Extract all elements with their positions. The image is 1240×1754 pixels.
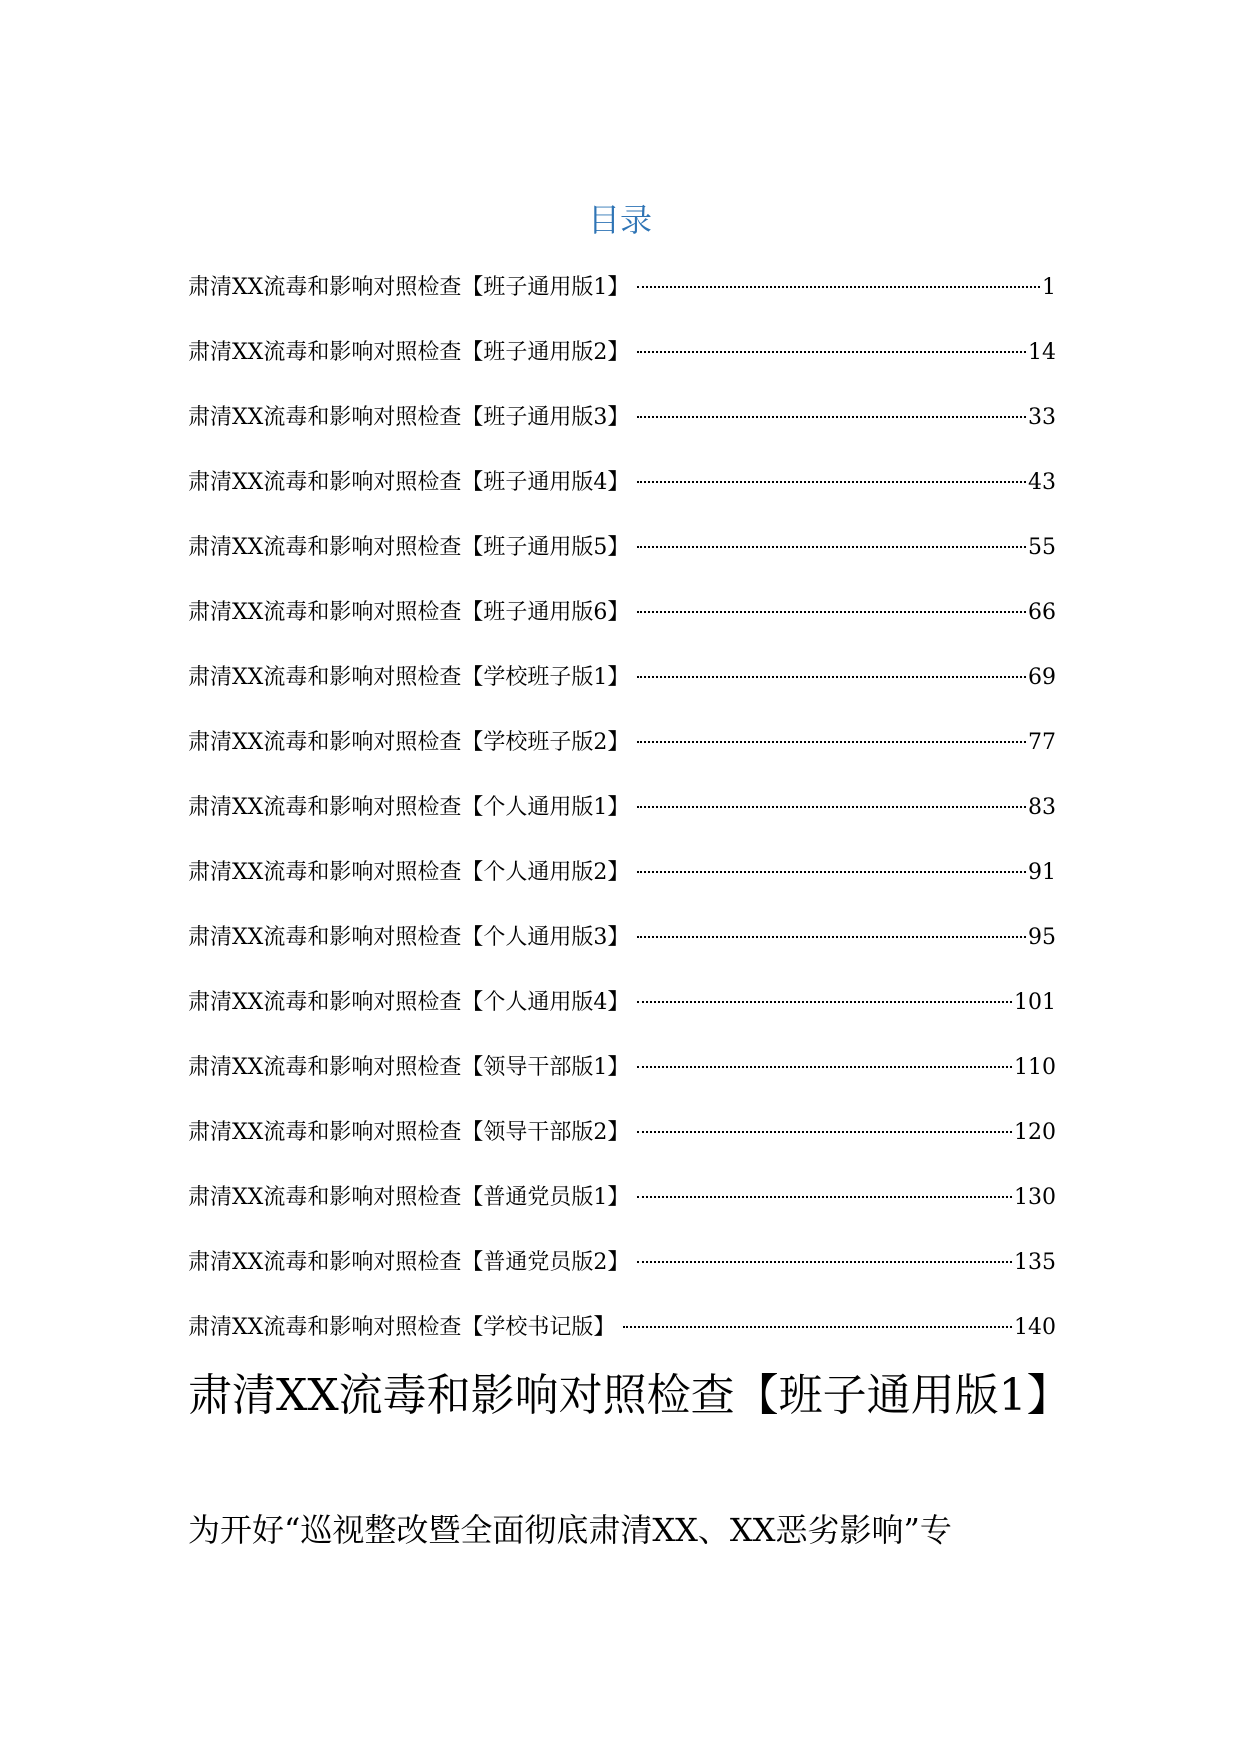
toc-dot-leader bbox=[637, 975, 1012, 1003]
toc-page-number: 83 bbox=[1028, 795, 1056, 820]
toc-entry-title: 肃清XX流毒和影响对照检查【学校书记版】 bbox=[188, 1315, 616, 1340]
toc-entry-title: 肃清XX流毒和影响对照检查【班子通用版2】 bbox=[188, 340, 630, 365]
toc-entry-title: 肃清XX流毒和影响对照检查【个人通用版4】 bbox=[188, 990, 630, 1015]
toc-entry-title: 肃清XX流毒和影响对照检查【班子通用版5】 bbox=[188, 535, 630, 560]
toc-entry[interactable] bbox=[188, 981, 1056, 1046]
toc-page-number: 135 bbox=[1014, 1250, 1056, 1275]
toc-page-number: 95 bbox=[1028, 925, 1056, 950]
toc-page-number: 66 bbox=[1028, 600, 1056, 625]
toc-dot-leader bbox=[637, 845, 1026, 873]
toc-entry-title: 肃清XX流毒和影响对照检查【学校班子版2】 bbox=[188, 730, 630, 755]
toc-dot-leader bbox=[637, 520, 1026, 548]
toc-title: 目录 bbox=[587, 201, 652, 239]
toc-entry[interactable] bbox=[188, 331, 1056, 396]
toc-entry[interactable] bbox=[188, 656, 1056, 721]
toc-entry[interactable] bbox=[188, 396, 1056, 461]
toc-entry-title: 肃清XX流毒和影响对照检查【普通党员版2】 bbox=[188, 1250, 630, 1275]
toc-entry[interactable] bbox=[188, 1176, 1056, 1241]
toc-page-number: 140 bbox=[1014, 1315, 1056, 1340]
toc-page-number: 130 bbox=[1014, 1185, 1056, 1210]
toc-dot-leader bbox=[623, 1300, 1012, 1328]
toc-page-number: 101 bbox=[1014, 990, 1056, 1015]
toc-dot-leader bbox=[637, 910, 1026, 938]
toc-entry[interactable] bbox=[188, 786, 1056, 851]
toc-entry-title: 肃清XX流毒和影响对照检查【个人通用版3】 bbox=[188, 925, 630, 950]
toc-entry[interactable] bbox=[188, 916, 1056, 981]
toc-entry[interactable] bbox=[188, 526, 1056, 591]
toc-entry[interactable] bbox=[188, 591, 1056, 656]
toc-dot-leader bbox=[637, 260, 1040, 288]
toc-entry[interactable] bbox=[188, 266, 1056, 331]
toc-dot-leader bbox=[637, 650, 1026, 678]
toc-dot-leader bbox=[637, 715, 1026, 743]
toc-entry-title: 肃清XX流毒和影响对照检查【领导干部版2】 bbox=[188, 1120, 630, 1145]
toc-entry[interactable] bbox=[188, 1241, 1056, 1306]
toc-entry-title: 肃清XX流毒和影响对照检查【普通党员版1】 bbox=[188, 1185, 630, 1210]
toc-entry-title: 肃清XX流毒和影响对照检查【班子通用版1】 bbox=[188, 275, 630, 300]
toc-dot-leader bbox=[637, 585, 1026, 613]
toc-dot-leader bbox=[637, 780, 1026, 808]
toc-page-number: 43 bbox=[1028, 470, 1056, 495]
toc-dot-leader bbox=[637, 1170, 1012, 1198]
toc-page-number: 91 bbox=[1028, 860, 1056, 885]
toc-dot-leader bbox=[637, 325, 1026, 353]
toc-entry[interactable] bbox=[188, 461, 1056, 526]
toc-dot-leader bbox=[637, 455, 1026, 483]
toc-list bbox=[188, 266, 1056, 1371]
toc-dot-leader bbox=[637, 1105, 1012, 1133]
toc-entry-title: 肃清XX流毒和影响对照检查【班子通用版6】 bbox=[188, 600, 630, 625]
toc-page-number: 1 bbox=[1042, 275, 1056, 300]
section-heading: 肃清XX流毒和影响对照检查【班子通用版1】 bbox=[188, 1370, 1071, 1421]
toc-page-number: 55 bbox=[1028, 535, 1056, 560]
toc-entry-title: 肃清XX流毒和影响对照检查【班子通用版3】 bbox=[188, 405, 630, 430]
toc-entry[interactable] bbox=[188, 851, 1056, 916]
toc-entry-title: 肃清XX流毒和影响对照检查【班子通用版4】 bbox=[188, 470, 630, 495]
toc-entry[interactable] bbox=[188, 721, 1056, 786]
toc-entry-title: 肃清XX流毒和影响对照检查【个人通用版1】 bbox=[188, 795, 630, 820]
toc-page-number: 110 bbox=[1014, 1055, 1056, 1080]
toc-page-number: 33 bbox=[1028, 405, 1056, 430]
toc-entry-title: 肃清XX流毒和影响对照检查【领导干部版1】 bbox=[188, 1055, 630, 1080]
toc-page-number: 14 bbox=[1028, 340, 1056, 365]
toc-dot-leader bbox=[637, 390, 1026, 418]
toc-dot-leader bbox=[637, 1235, 1012, 1263]
toc-page-number: 77 bbox=[1028, 730, 1056, 755]
toc-entry[interactable] bbox=[188, 1111, 1056, 1176]
toc-dot-leader bbox=[637, 1040, 1012, 1068]
toc-page-number: 120 bbox=[1014, 1120, 1056, 1145]
toc-entry[interactable] bbox=[188, 1046, 1056, 1111]
toc-entry-title: 肃清XX流毒和影响对照检查【个人通用版2】 bbox=[188, 860, 630, 885]
section-paragraph: 为开好“巡视整改暨全面彻底肃清XX、XX恶劣影响”专 bbox=[188, 1511, 952, 1549]
toc-entry-title: 肃清XX流毒和影响对照检查【学校班子版1】 bbox=[188, 665, 630, 690]
toc-page-number: 69 bbox=[1028, 665, 1056, 690]
